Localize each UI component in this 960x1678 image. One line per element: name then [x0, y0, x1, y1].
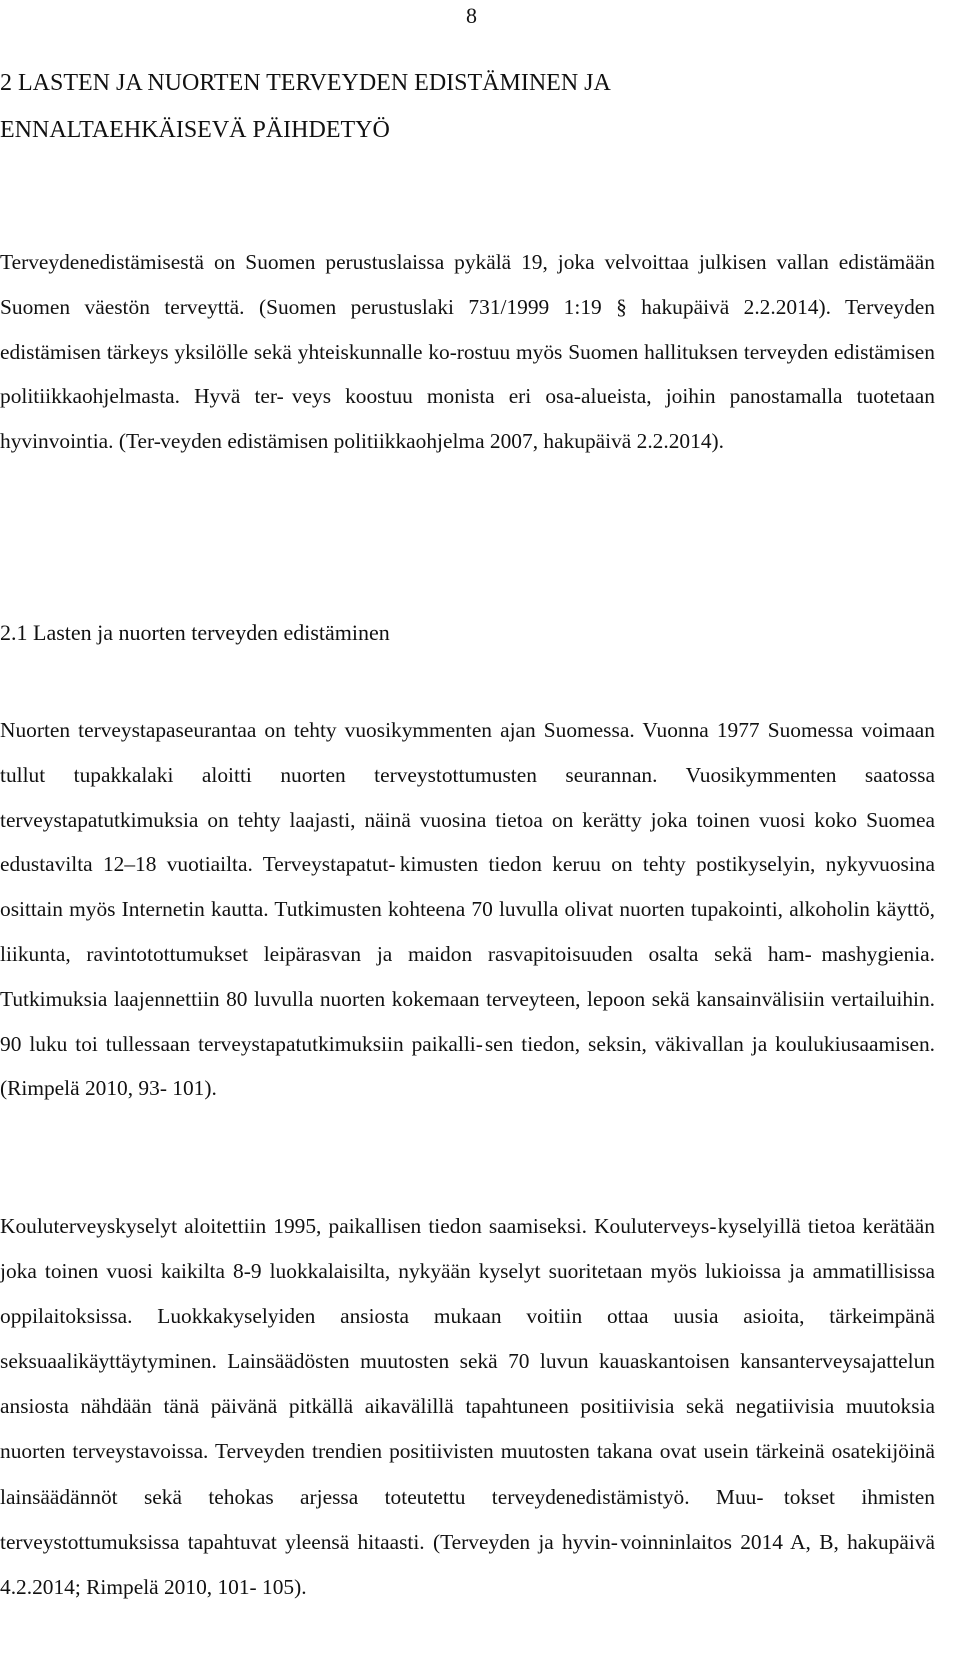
body-paragraph [0, 708, 935, 1111]
body-paragraph [0, 1204, 935, 1610]
section-heading: 2.1 Lasten ja nuorten terveyden edistäminen [0, 620, 390, 645]
paragraph-line: Kouluterveyskyselyt aloitettiin 1995, paikallisen tiedon saamiseksi. Kouluterveys- [0, 1214, 717, 1238]
page-number: 8 [466, 3, 477, 28]
paragraph-line: mukaan voitiin ottaa uusia asioita, tärkeimpänä seksuaalikäyttäytyminen. Lainsäädösten [0, 1304, 935, 1374]
paragraph-line: Suomessa voimaan tullut tupakkalaki aloitti nuorten terveystottumusten seurannan. [0, 718, 936, 787]
paragraph-line: voinninlaitos 2014 A, B, hakupäivä 4.2.2014; Rimpelä 2010, 101- 105). [0, 1529, 935, 1599]
paragraph-line: tokset ihmisten terveystottumuksissa tapahtuvat yleensä hitaasti. (Terveyden ja hyvin- [0, 1484, 935, 1554]
paragraph-line: suoritetaan myös lukioissa ja ammatillisissa oppilaitoksissa. Luokkakyselyiden ansiosta [0, 1259, 935, 1329]
paragraph-line: veyden edistämisen politiikkaohjelma 2007, hakupäivä 2.2.2014). [160, 429, 724, 454]
paragraph-line: kautta. Tutkimusten kohteena 70 luvulla olivat nuorten tupakointi, alkoholin käyttö, [211, 897, 935, 922]
paragraph-line: osatekijöinä lainsäädännöt sekä tehokas arjessa toteutettu terveydenedistämistyö. Muu- [0, 1439, 935, 1509]
paragraph-line: mashygienia. Tutkimuksia laajennettiin 80 luvulla nuorten kokemaan terveyteen, lepoon [0, 941, 935, 1011]
paragraph-line: on kerätty joka toinen vuosi koko Suomea edustavilta 12–18 vuotiailta. Terveystapatut- [0, 807, 935, 877]
paragraph-line: hakupäivä 2.2.2014). Terveyden edistämisen tärkeys yksilölle sekä yhteiskunnalle ko- [0, 294, 935, 364]
chapter-title-line: ENNALTAEHKÄISEVÄ PÄIHDETYÖ [0, 117, 390, 143]
paragraph-line: päivänä pitkällä aikavälillä tapahtuneen positiivisia sekä negatiivisia muutoksia nuorten [0, 1394, 935, 1464]
paragraph-line: vallan edistämään Suomen väestön terveyttä. (Suomen perustuslaki 731/1999 1:19 § [0, 250, 935, 319]
paragraph-line: rostuu myös Suomen hallituksen terveyden edistämisen politiikkaohjelmasta. Hyvä ter- [0, 339, 935, 409]
paragraph-line: kyselyillä tietoa kerätään joka toinen vuosi kaikilta 8-9 luokkalaisilta, nykyään kyselyt [0, 1214, 935, 1284]
paragraph-line: sen tiedon, seksin, väkivallan ja koulukiusaamisen. (Rimpelä 2010, 93- 101). [0, 1031, 935, 1101]
paragraph-line: liikunta, ravintotottumukset leipärasvan ja maidon rasvapitoisuuden osalta sekä ham- [0, 941, 812, 966]
paragraph-line: sekä kansainvälisiin vertailuihin. 90 luku toi tullessaan terveystapatutkimuksiin paikalli- [0, 986, 936, 1056]
paragraph-line: terveystavoissa. Terveyden trendien positiivisten muutosten takana ovat usein tärkeinä [72, 1439, 825, 1464]
paragraph-line: muutosten sekä 70 luvun kauaskantoisen kansanterveysajattelun ansiosta nähdään tänä [0, 1349, 935, 1419]
paragraph-line: Vuosikymmenten saatossa terveystapatutkimuksia on tehty laajasti, näinä vuosina tietoa [0, 762, 935, 832]
paragraph-line: veys koostuu monista eri osa-alueista, joihin panostamalla tuotetaan hyvinvointia. (Ter- [0, 384, 935, 454]
chapter-title [0, 60, 760, 154]
paragraph-line: Nuorten terveystapaseurantaa on tehty vuosikymmenten ajan Suomessa. Vuonna 1977 [0, 718, 760, 742]
chapter-title-line: 2 LASTEN JA NUORTEN TERVEYDEN EDISTÄMINEN JA [0, 70, 611, 96]
body-paragraph [0, 240, 935, 464]
paragraph-line: Terveydenedistämisestä on Suomen perustuslaissa pykälä 19, joka velvoittaa julkisen [0, 250, 767, 274]
paragraph-line: kimusten tiedon keruu on tehty postikyselyin, nykyvuosina osittain myös Internetin [0, 852, 935, 922]
